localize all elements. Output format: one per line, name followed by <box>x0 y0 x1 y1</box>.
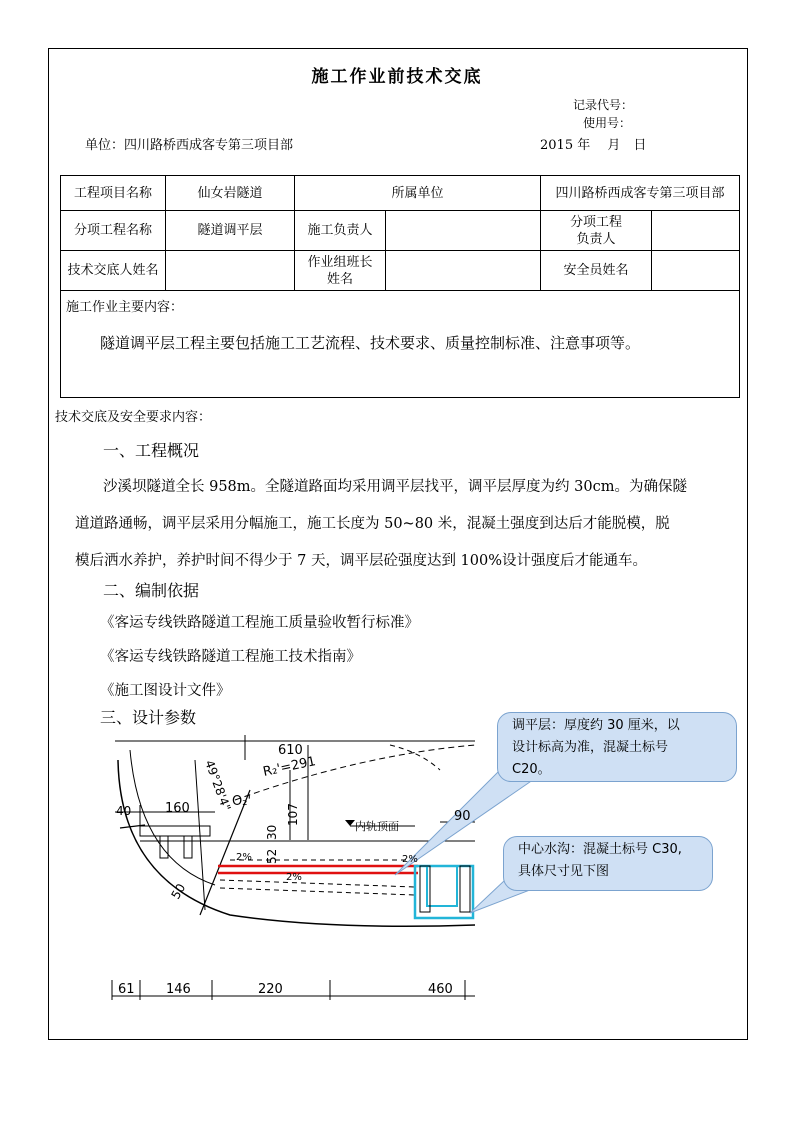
table-cell: 仙女岩隧道 <box>166 176 295 211</box>
tech-label: 技术交底及安全要求内容： <box>55 410 212 425</box>
leveling-callout <box>497 712 737 782</box>
reference-item: 《施工图设计文件》 <box>100 683 231 699</box>
table-cell: 安全员姓名 <box>541 251 652 291</box>
drain-wall <box>460 866 470 912</box>
unit-label: 单位：四川路桥西成客专第三项目部 <box>85 138 294 153</box>
table-cell: 作业组班长 姓名 <box>295 251 386 291</box>
dim-label: 40 <box>116 804 132 818</box>
section-title: 三、设计参数 <box>100 708 197 727</box>
section-title: 二、编制依据 <box>103 581 200 600</box>
rail-support <box>184 836 192 858</box>
angle-label: 49°28'4" <box>202 758 234 813</box>
table-cell: 分项工程名称 <box>61 211 166 251</box>
dim-label: 610 <box>278 743 303 758</box>
drain-outer <box>415 866 473 918</box>
slope-label: 2% <box>236 852 252 863</box>
callout-line: 设计标高为准，混凝土标号 <box>512 740 669 755</box>
callout-line: C20。 <box>512 762 551 777</box>
dim-label: 52 <box>265 848 279 864</box>
table-cell: 所属单位 <box>295 176 541 211</box>
callout-line: 调平层：厚度约 30 厘米，以 <box>512 718 680 733</box>
record-no-label: 记录代号： <box>573 98 634 112</box>
rail-top-label: 内轨顶面 <box>355 820 399 833</box>
dim-label: 146 <box>166 982 191 997</box>
dim-label: 50 <box>168 881 189 902</box>
dim-label: 160 <box>165 801 190 816</box>
table-cell: 施工负责人 <box>295 211 386 251</box>
slope-label: 2% <box>402 854 418 865</box>
dim-label: 107 <box>286 803 300 826</box>
dim-label: 90 <box>454 809 471 824</box>
reference-item: 《客运专线铁路隧道工程施工技术指南》 <box>100 649 361 665</box>
use-no-label: 使用号： <box>583 116 632 130</box>
reference-item: 《客运专线铁路隧道工程施工质量验收暂行标准》 <box>100 615 419 631</box>
slope-label: 2% <box>286 872 302 883</box>
callout-line: 具体尺寸见下图 <box>518 864 610 879</box>
rail-marker <box>345 820 355 826</box>
radius-label: R₂'=291 <box>261 754 318 780</box>
table-cell: 分项工程 负责人 <box>541 211 652 251</box>
table-cell: 技术交底人姓名 <box>61 251 166 291</box>
tunnel-lining-arc <box>118 760 475 926</box>
dim-label: 460 <box>428 982 453 997</box>
callout-line: 中心水沟：混凝土标号 C30, <box>518 842 682 857</box>
dashed-arc <box>390 745 440 770</box>
center-label: O₂' <box>232 794 252 809</box>
angle-line <box>195 760 205 910</box>
date-label: 2015 年 月 日 <box>540 138 647 153</box>
rail-support <box>160 836 168 858</box>
content-text: 隧道调平层工程主要包括施工工艺流程、技术要求、质量控制标准、注意事项等。 <box>100 334 641 352</box>
paragraph-line: 道道路通畅，调平层采用分幅施工，施工长度为 50~80 米，混凝土强度到达后才能脱模，脱 <box>75 516 670 532</box>
document-title: 施工作业前技术交底 <box>311 67 483 87</box>
paragraph-line: 沙溪坝隧道全长 958m。全隧道路面均采用调平层找平，调平层厚度为约 30cm。为确保隧 <box>103 479 687 495</box>
content-label: 施工作业主要内容： <box>66 300 184 315</box>
drain-callout <box>503 836 713 891</box>
section-title: 一、工程概况 <box>103 441 200 460</box>
drain-inner <box>427 866 457 906</box>
table-cell: 工程项目名称 <box>61 176 166 211</box>
paragraph-line: 模后洒水养护，养护时间不得少于 7 天，调平层砼强度达到 100%设计强度后才能通车。 <box>75 553 648 569</box>
table-cell: 隧道调平层 <box>166 211 295 251</box>
dim-label: 61 <box>118 982 135 997</box>
dim-label: 220 <box>258 982 283 997</box>
dimension-lines <box>112 735 475 1000</box>
dim-label: 30 <box>265 824 279 840</box>
table-cell: 四川路桥西成客专第三项目部 <box>541 176 740 211</box>
